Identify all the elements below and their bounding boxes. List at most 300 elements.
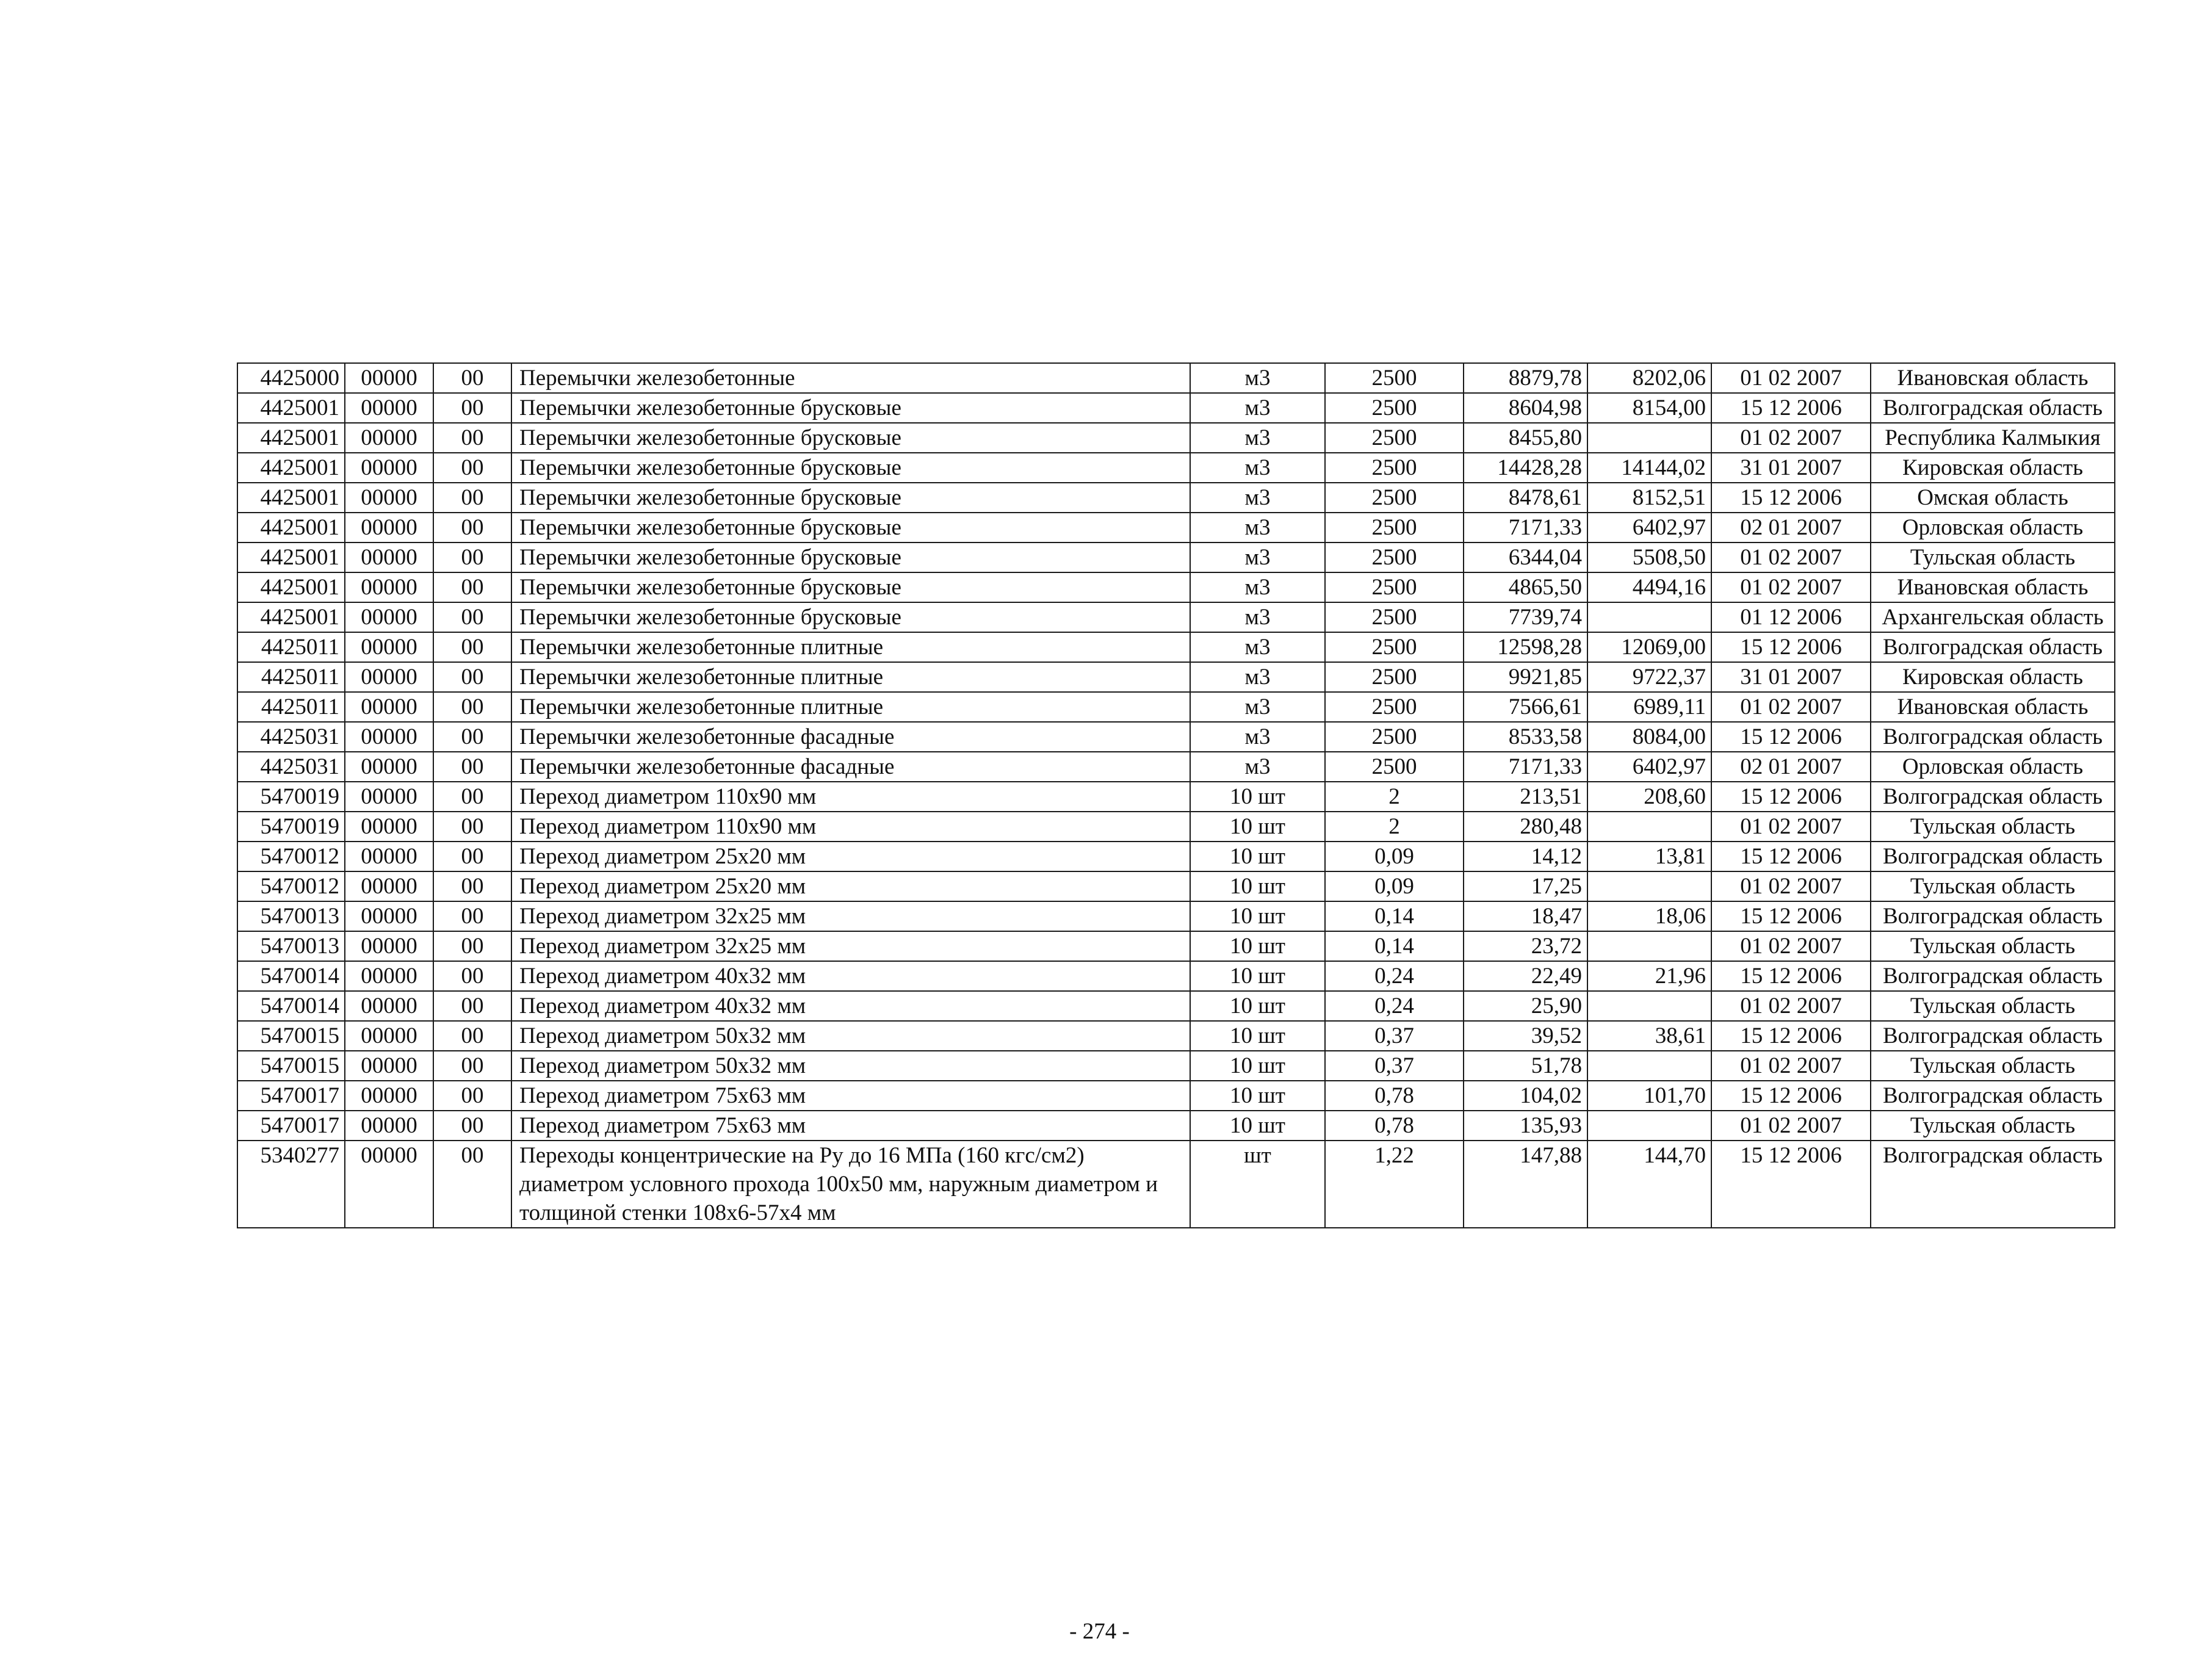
coef-cell: 2500 [1325, 662, 1464, 692]
subcode2-cell: 00 [433, 901, 511, 931]
unit-cell: м3 [1190, 662, 1325, 692]
subcode-cell: 00000 [345, 1141, 433, 1228]
price1-cell: 7739,74 [1464, 602, 1587, 632]
subcode-cell: 00000 [345, 513, 433, 543]
subcode-cell: 00000 [345, 812, 433, 842]
subcode2-cell: 00 [433, 662, 511, 692]
coef-cell: 0,37 [1325, 1021, 1464, 1051]
name-cell: Переходы концентрические на Ру до 16 МПа (160 кгс/см2) диаметром условного прохода 100х50 мм, наружным диаметром и толщиной стенки 108х6-57х4 мм [511, 1141, 1190, 1228]
region-cell: Тульская область [1871, 1051, 2115, 1081]
coef-cell: 2500 [1325, 722, 1464, 752]
name-cell: Перемычки железобетонные брусковые [511, 602, 1190, 632]
table-row [237, 1111, 2115, 1141]
price2-cell: 8154,00 [1587, 393, 1711, 423]
coef-cell: 2500 [1325, 632, 1464, 662]
unit-cell: шт [1190, 1141, 1325, 1228]
price1-cell: 39,52 [1464, 1021, 1587, 1051]
table-row [237, 1141, 2115, 1228]
region-cell: Волгоградская область [1871, 1021, 2115, 1051]
name-cell: Перемычки железобетонные брусковые [511, 393, 1190, 423]
price2-cell [1587, 812, 1711, 842]
subcode2-cell: 00 [433, 842, 511, 871]
code-cell: 4425000 [237, 363, 345, 393]
unit-cell: 10 шт [1190, 842, 1325, 871]
coef-cell: 2500 [1325, 363, 1464, 393]
subcode2-cell: 00 [433, 1111, 511, 1141]
table-row [237, 901, 2115, 931]
date-cell: 15 12 2006 [1711, 1141, 1871, 1228]
coef-cell: 1,22 [1325, 1141, 1464, 1228]
coef-cell: 2500 [1325, 692, 1464, 722]
region-cell: Тульская область [1871, 991, 2115, 1021]
code-cell: 5470014 [237, 991, 345, 1021]
date-cell: 01 02 2007 [1711, 871, 1871, 901]
table-row [237, 752, 2115, 782]
table-row [237, 722, 2115, 752]
table-row [237, 1081, 2115, 1111]
unit-cell: м3 [1190, 543, 1325, 572]
subcode-cell: 00000 [345, 722, 433, 752]
subcode2-cell: 00 [433, 1021, 511, 1051]
code-cell: 5470013 [237, 901, 345, 931]
table-row [237, 782, 2115, 812]
subcode-cell: 00000 [345, 423, 433, 453]
subcode2-cell: 00 [433, 812, 511, 842]
subcode-cell: 00000 [345, 752, 433, 782]
price2-cell: 8152,51 [1587, 483, 1711, 513]
price1-cell: 9921,85 [1464, 662, 1587, 692]
region-cell: Ивановская область [1871, 363, 2115, 393]
code-cell: 4425001 [237, 602, 345, 632]
date-cell: 01 02 2007 [1711, 363, 1871, 393]
date-cell: 01 02 2007 [1711, 692, 1871, 722]
name-cell: Перемычки железобетонные брусковые [511, 572, 1190, 602]
coef-cell: 0,14 [1325, 931, 1464, 961]
subcode-cell: 00000 [345, 453, 433, 483]
table-row [237, 1021, 2115, 1051]
price1-cell: 18,47 [1464, 901, 1587, 931]
price1-cell: 23,72 [1464, 931, 1587, 961]
unit-cell: 10 шт [1190, 1051, 1325, 1081]
code-cell: 4425031 [237, 722, 345, 752]
code-cell: 5470013 [237, 931, 345, 961]
region-cell: Тульская область [1871, 931, 2115, 961]
price1-cell: 147,88 [1464, 1141, 1587, 1228]
code-cell: 5470014 [237, 961, 345, 991]
coef-cell: 0,37 [1325, 1051, 1464, 1081]
price2-cell: 38,61 [1587, 1021, 1711, 1051]
price1-cell: 8478,61 [1464, 483, 1587, 513]
subcode-cell: 00000 [345, 602, 433, 632]
price1-cell: 12598,28 [1464, 632, 1587, 662]
table-row [237, 842, 2115, 871]
subcode-cell: 00000 [345, 1051, 433, 1081]
subcode-cell: 00000 [345, 782, 433, 812]
price1-cell: 6344,04 [1464, 543, 1587, 572]
subcode2-cell: 00 [433, 393, 511, 423]
date-cell: 01 02 2007 [1711, 1111, 1871, 1141]
unit-cell: м3 [1190, 363, 1325, 393]
subcode-cell: 00000 [345, 961, 433, 991]
name-cell: Переход диаметром 25х20 мм [511, 842, 1190, 871]
subcode2-cell: 00 [433, 602, 511, 632]
unit-cell: 10 шт [1190, 991, 1325, 1021]
date-cell: 31 01 2007 [1711, 662, 1871, 692]
price2-cell: 8084,00 [1587, 722, 1711, 752]
price2-cell: 4494,16 [1587, 572, 1711, 602]
subcode-cell: 00000 [345, 1081, 433, 1111]
name-cell: Перемычки железобетонные брусковые [511, 423, 1190, 453]
name-cell: Переход диаметром 75х63 мм [511, 1111, 1190, 1141]
subcode2-cell: 00 [433, 513, 511, 543]
region-cell: Тульская область [1871, 812, 2115, 842]
price1-cell: 135,93 [1464, 1111, 1587, 1141]
date-cell: 01 02 2007 [1711, 931, 1871, 961]
subcode2-cell: 00 [433, 722, 511, 752]
name-cell: Перемычки железобетонные плитные [511, 662, 1190, 692]
code-cell: 5470012 [237, 842, 345, 871]
date-cell: 15 12 2006 [1711, 782, 1871, 812]
price2-cell: 8202,06 [1587, 363, 1711, 393]
price1-cell: 25,90 [1464, 991, 1587, 1021]
coef-cell: 0,78 [1325, 1111, 1464, 1141]
unit-cell: м3 [1190, 722, 1325, 752]
subcode2-cell: 00 [433, 871, 511, 901]
unit-cell: м3 [1190, 513, 1325, 543]
coef-cell: 2500 [1325, 572, 1464, 602]
region-cell: Волгоградская область [1871, 1081, 2115, 1111]
subcode2-cell: 00 [433, 572, 511, 602]
code-cell: 4425011 [237, 632, 345, 662]
name-cell: Перемычки железобетонные брусковые [511, 513, 1190, 543]
region-cell: Волгоградская область [1871, 842, 2115, 871]
coef-cell: 0,24 [1325, 991, 1464, 1021]
table-row [237, 483, 2115, 513]
table-row [237, 602, 2115, 632]
unit-cell: 10 шт [1190, 1111, 1325, 1141]
price2-cell: 12069,00 [1587, 632, 1711, 662]
table-row [237, 543, 2115, 572]
coef-cell: 0,14 [1325, 901, 1464, 931]
region-cell: Орловская область [1871, 513, 2115, 543]
price1-cell: 51,78 [1464, 1051, 1587, 1081]
unit-cell: м3 [1190, 393, 1325, 423]
price2-cell [1587, 991, 1711, 1021]
coef-cell: 2500 [1325, 483, 1464, 513]
subcode2-cell: 00 [433, 363, 511, 393]
name-cell: Переход диаметром 40х32 мм [511, 961, 1190, 991]
price2-cell [1587, 1111, 1711, 1141]
price2-cell: 208,60 [1587, 782, 1711, 812]
unit-cell: м3 [1190, 572, 1325, 602]
price2-cell: 21,96 [1587, 961, 1711, 991]
unit-cell: 10 шт [1190, 901, 1325, 931]
subcode-cell: 00000 [345, 991, 433, 1021]
price2-cell [1587, 931, 1711, 961]
date-cell: 15 12 2006 [1711, 722, 1871, 752]
region-cell: Волгоградская область [1871, 632, 2115, 662]
price1-cell: 7566,61 [1464, 692, 1587, 722]
name-cell: Перемычки железобетонные фасадные [511, 752, 1190, 782]
unit-cell: 10 шт [1190, 812, 1325, 842]
unit-cell: 10 шт [1190, 871, 1325, 901]
region-cell: Кировская область [1871, 662, 2115, 692]
name-cell: Перемычки железобетонные брусковые [511, 483, 1190, 513]
region-cell: Волгоградская область [1871, 782, 2115, 812]
region-cell: Тульская область [1871, 1111, 2115, 1141]
subcode2-cell: 00 [433, 1081, 511, 1111]
code-cell: 4425001 [237, 393, 345, 423]
unit-cell: м3 [1190, 752, 1325, 782]
subcode2-cell: 00 [433, 752, 511, 782]
subcode-cell: 00000 [345, 632, 433, 662]
table-row [237, 632, 2115, 662]
region-cell: Волгоградская область [1871, 1141, 2115, 1228]
table-body [237, 363, 2115, 1228]
name-cell: Перемычки железобетонные [511, 363, 1190, 393]
region-cell: Архангельская область [1871, 602, 2115, 632]
region-cell: Ивановская область [1871, 572, 2115, 602]
price2-cell [1587, 1051, 1711, 1081]
unit-cell: м3 [1190, 423, 1325, 453]
price1-cell: 22,49 [1464, 961, 1587, 991]
name-cell: Переход диаметром 32х25 мм [511, 931, 1190, 961]
subcode-cell: 00000 [345, 931, 433, 961]
code-cell: 4425001 [237, 572, 345, 602]
coef-cell: 2500 [1325, 453, 1464, 483]
name-cell: Переход диаметром 75х63 мм [511, 1081, 1190, 1111]
subcode2-cell: 00 [433, 483, 511, 513]
price1-cell: 280,48 [1464, 812, 1587, 842]
unit-cell: м3 [1190, 483, 1325, 513]
unit-cell: м3 [1190, 602, 1325, 632]
subcode2-cell: 00 [433, 1141, 511, 1228]
table-row [237, 1051, 2115, 1081]
price1-cell: 213,51 [1464, 782, 1587, 812]
name-cell: Переход диаметром 40х32 мм [511, 991, 1190, 1021]
name-cell: Перемычки железобетонные фасадные [511, 722, 1190, 752]
subcode2-cell: 00 [433, 453, 511, 483]
region-cell: Тульская область [1871, 871, 2115, 901]
price2-cell [1587, 423, 1711, 453]
coef-cell: 2500 [1325, 602, 1464, 632]
name-cell: Переход диаметром 50х32 мм [511, 1051, 1190, 1081]
name-cell: Перемычки железобетонные плитные [511, 632, 1190, 662]
code-cell: 5470015 [237, 1051, 345, 1081]
unit-cell: 10 шт [1190, 1081, 1325, 1111]
date-cell: 15 12 2006 [1711, 1021, 1871, 1051]
code-cell: 5470019 [237, 812, 345, 842]
subcode-cell: 00000 [345, 543, 433, 572]
subcode-cell: 00000 [345, 1111, 433, 1141]
price2-cell [1587, 602, 1711, 632]
price1-cell: 8604,98 [1464, 393, 1587, 423]
table-row [237, 423, 2115, 453]
price1-cell: 8455,80 [1464, 423, 1587, 453]
price1-cell: 7171,33 [1464, 513, 1587, 543]
date-cell: 15 12 2006 [1711, 901, 1871, 931]
code-cell: 5470012 [237, 871, 345, 901]
subcode-cell: 00000 [345, 393, 433, 423]
subcode2-cell: 00 [433, 632, 511, 662]
price2-cell: 9722,37 [1587, 662, 1711, 692]
date-cell: 01 02 2007 [1711, 572, 1871, 602]
date-cell: 15 12 2006 [1711, 1081, 1871, 1111]
region-cell: Ивановская область [1871, 692, 2115, 722]
price1-cell: 7171,33 [1464, 752, 1587, 782]
price2-cell: 14144,02 [1587, 453, 1711, 483]
date-cell: 01 02 2007 [1711, 812, 1871, 842]
table-row [237, 363, 2115, 393]
price1-cell: 17,25 [1464, 871, 1587, 901]
coef-cell: 0,09 [1325, 842, 1464, 871]
code-cell: 4425001 [237, 513, 345, 543]
coef-cell: 2500 [1325, 513, 1464, 543]
table-row [237, 453, 2115, 483]
subcode2-cell: 00 [433, 692, 511, 722]
region-cell: Республика Калмыкия [1871, 423, 2115, 453]
code-cell: 4425001 [237, 453, 345, 483]
table-row [237, 662, 2115, 692]
price-table [237, 362, 2115, 1228]
date-cell: 01 02 2007 [1711, 1051, 1871, 1081]
code-cell: 4425001 [237, 483, 345, 513]
price2-cell: 5508,50 [1587, 543, 1711, 572]
code-cell: 4425031 [237, 752, 345, 782]
date-cell: 01 12 2006 [1711, 602, 1871, 632]
table-row [237, 393, 2115, 423]
region-cell: Тульская область [1871, 543, 2115, 572]
unit-cell: 10 шт [1190, 782, 1325, 812]
code-cell: 4425001 [237, 543, 345, 572]
page-number: - 274 - [1069, 1619, 1130, 1644]
price2-cell: 144,70 [1587, 1141, 1711, 1228]
name-cell: Переход диаметром 50х32 мм [511, 1021, 1190, 1051]
coef-cell: 0,24 [1325, 961, 1464, 991]
subcode2-cell: 00 [433, 543, 511, 572]
name-cell: Перемычки железобетонные брусковые [511, 453, 1190, 483]
subcode-cell: 00000 [345, 483, 433, 513]
code-cell: 4425011 [237, 692, 345, 722]
date-cell: 01 02 2007 [1711, 991, 1871, 1021]
region-cell: Омская область [1871, 483, 2115, 513]
subcode2-cell: 00 [433, 991, 511, 1021]
unit-cell: 10 шт [1190, 1021, 1325, 1051]
price2-cell: 6989,11 [1587, 692, 1711, 722]
subcode-cell: 00000 [345, 871, 433, 901]
subcode2-cell: 00 [433, 782, 511, 812]
price2-cell: 13,81 [1587, 842, 1711, 871]
price1-cell: 8879,78 [1464, 363, 1587, 393]
subcode-cell: 00000 [345, 1021, 433, 1051]
subcode-cell: 00000 [345, 572, 433, 602]
region-cell: Орловская область [1871, 752, 2115, 782]
name-cell: Переход диаметром 110х90 мм [511, 782, 1190, 812]
date-cell: 02 01 2007 [1711, 513, 1871, 543]
region-cell: Волгоградская область [1871, 393, 2115, 423]
date-cell: 15 12 2006 [1711, 961, 1871, 991]
code-cell: 5470015 [237, 1021, 345, 1051]
coef-cell: 2500 [1325, 752, 1464, 782]
date-cell: 15 12 2006 [1711, 632, 1871, 662]
table-row [237, 871, 2115, 901]
price2-cell: 6402,97 [1587, 752, 1711, 782]
code-cell: 4425011 [237, 662, 345, 692]
coef-cell: 2 [1325, 782, 1464, 812]
date-cell: 15 12 2006 [1711, 842, 1871, 871]
subcode2-cell: 00 [433, 961, 511, 991]
date-cell: 01 02 2007 [1711, 543, 1871, 572]
subcode-cell: 00000 [345, 662, 433, 692]
coef-cell: 0,78 [1325, 1081, 1464, 1111]
date-cell: 01 02 2007 [1711, 423, 1871, 453]
date-cell: 02 01 2007 [1711, 752, 1871, 782]
table-row [237, 572, 2115, 602]
subcode2-cell: 00 [433, 423, 511, 453]
code-cell: 5470017 [237, 1081, 345, 1111]
name-cell: Перемычки железобетонные брусковые [511, 543, 1190, 572]
subcode-cell: 00000 [345, 842, 433, 871]
name-cell: Переход диаметром 32х25 мм [511, 901, 1190, 931]
region-cell: Волгоградская область [1871, 961, 2115, 991]
unit-cell: м3 [1190, 692, 1325, 722]
code-cell: 5470019 [237, 782, 345, 812]
unit-cell: м3 [1190, 453, 1325, 483]
price1-cell: 4865,50 [1464, 572, 1587, 602]
table-row [237, 812, 2115, 842]
subcode2-cell: 00 [433, 931, 511, 961]
unit-cell: 10 шт [1190, 931, 1325, 961]
coef-cell: 2 [1325, 812, 1464, 842]
name-cell: Переход диаметром 25х20 мм [511, 871, 1190, 901]
coef-cell: 2500 [1325, 423, 1464, 453]
name-cell: Перемычки железобетонные плитные [511, 692, 1190, 722]
date-cell: 15 12 2006 [1711, 483, 1871, 513]
unit-cell: м3 [1190, 632, 1325, 662]
price1-cell: 8533,58 [1464, 722, 1587, 752]
coef-cell: 2500 [1325, 543, 1464, 572]
region-cell: Волгоградская область [1871, 901, 2115, 931]
code-cell: 5470017 [237, 1111, 345, 1141]
subcode-cell: 00000 [345, 901, 433, 931]
code-cell: 4425001 [237, 423, 345, 453]
table-row [237, 513, 2115, 543]
date-cell: 31 01 2007 [1711, 453, 1871, 483]
table-row [237, 991, 2115, 1021]
region-cell: Кировская область [1871, 453, 2115, 483]
coef-cell: 2500 [1325, 393, 1464, 423]
region-cell: Волгоградская область [1871, 722, 2115, 752]
name-cell: Переход диаметром 110х90 мм [511, 812, 1190, 842]
code-cell: 5340277 [237, 1141, 345, 1228]
unit-cell: 10 шт [1190, 961, 1325, 991]
price2-cell: 18,06 [1587, 901, 1711, 931]
table-row [237, 961, 2115, 991]
price1-cell: 14428,28 [1464, 453, 1587, 483]
price1-cell: 14,12 [1464, 842, 1587, 871]
price1-cell: 104,02 [1464, 1081, 1587, 1111]
price2-cell: 6402,97 [1587, 513, 1711, 543]
subcode-cell: 00000 [345, 692, 433, 722]
subcode-cell: 00000 [345, 363, 433, 393]
price2-cell [1587, 871, 1711, 901]
table-row [237, 692, 2115, 722]
price2-cell: 101,70 [1587, 1081, 1711, 1111]
table-row [237, 931, 2115, 961]
date-cell: 15 12 2006 [1711, 393, 1871, 423]
subcode2-cell: 00 [433, 1051, 511, 1081]
coef-cell: 0,09 [1325, 871, 1464, 901]
